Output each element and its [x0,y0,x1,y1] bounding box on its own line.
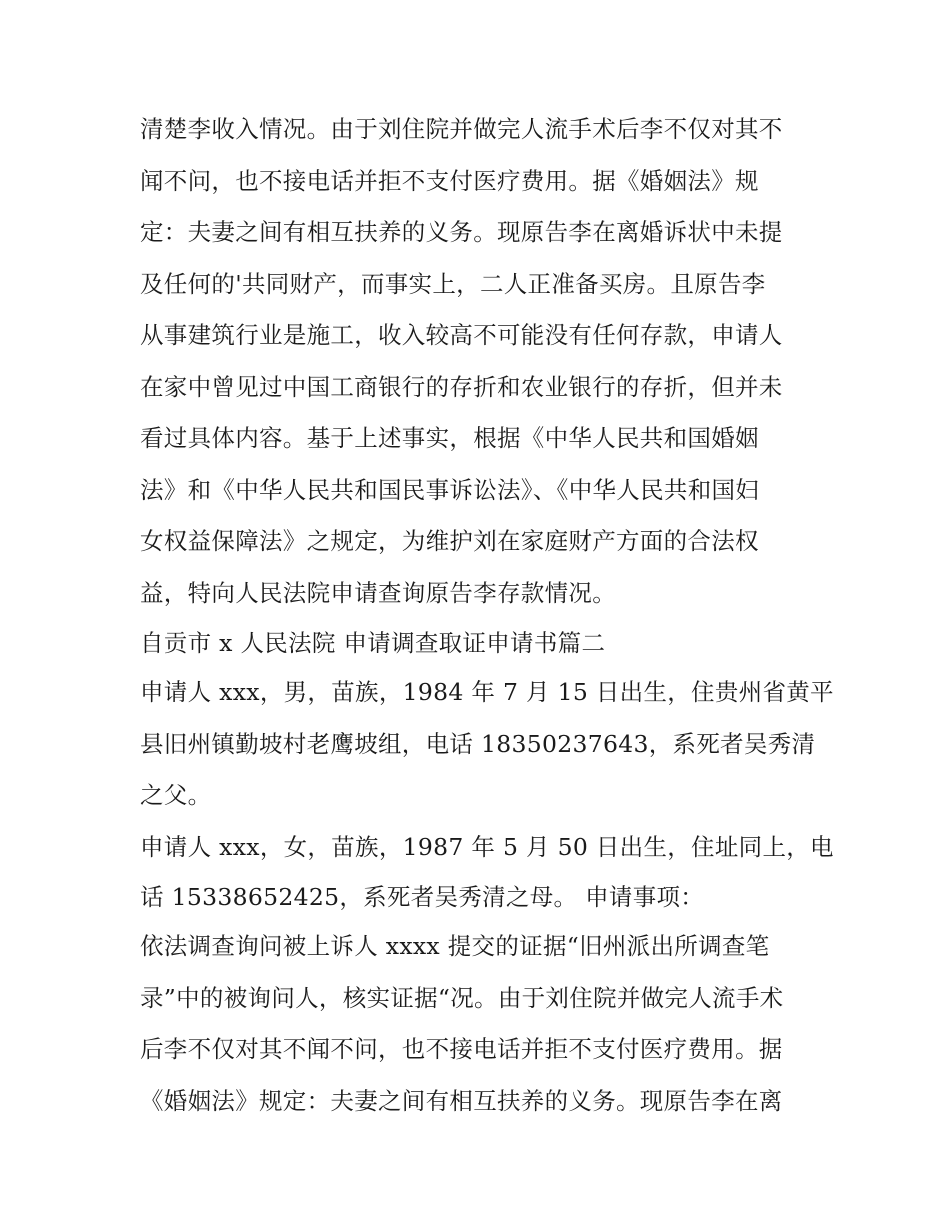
section-heading: 自贡市 x 人民法院 申请调查取证申请书篇二 [140,629,606,657]
text-line: 女权益保障法》之规定，为维护刘在家庭财产方面的合法权 [140,527,759,555]
text-line: 看过具体内容。基于上述事实，根据《中华人民共和国婚姻 [140,424,759,452]
text-line: 闻不问，也不接电话并拒不支付医疗费用。据《婚姻法》规 [140,166,759,195]
text-line: 之父。 [140,781,212,809]
text-line: 后李不仅对其不闻不问，也不接电话并拒不支付医疗费用。据 [140,1035,783,1063]
text-line: 录”中的被询问人，核实证据“况。由于刘住院并做完人流手术 [140,983,784,1012]
text-line: 县旧州镇勤坡村老鹰坡组，电话 18350237643，系死者吴秀清 [140,729,816,758]
text-line: 法》和《中华人民共和国民事诉讼法》、《中华人民共和国妇 [140,475,760,504]
text-line: 在家中曾见过中国工商银行的存折和农业银行的存折，但并未 [140,372,783,401]
text-line: 话 15338652425，系死者吴秀清之母。 申请事项： [140,883,705,911]
text-line: 《婚姻法》规定：夫妻之间有相互扶养的义务。现原告李在离 [140,1086,783,1115]
document-body [140,104,834,1127]
text-line: 依法调查询问被上诉人 xxxx 提交的证据“旧州派出所调查笔 [140,932,770,960]
text-line: 定：夫妻之间有相互扶养的义务。现原告李在离婚诉状中未提 [140,218,783,246]
text-line: 申请人 xxx，女，苗族，1987 年 5 月 50 日出生，住址同上，电 [140,832,834,861]
text-line: 从事建筑行业是施工，收入较高不可能没有任何存款，申请人 [140,321,783,349]
text-line: 及任何的'共同财产，而事实上，二人正准备买房。且原告李 [140,269,766,298]
text-line: 清楚李收入情况。由于刘住院并做完人流手术后李不仅对其不 [140,115,783,143]
text-line: 申请人 xxx，男，苗族，1984 年 7 月 15 日出生，住贵州省黄平 [140,678,834,706]
text-line: 益，特向人民法院申请查询原告李存款情况。 [140,578,616,607]
